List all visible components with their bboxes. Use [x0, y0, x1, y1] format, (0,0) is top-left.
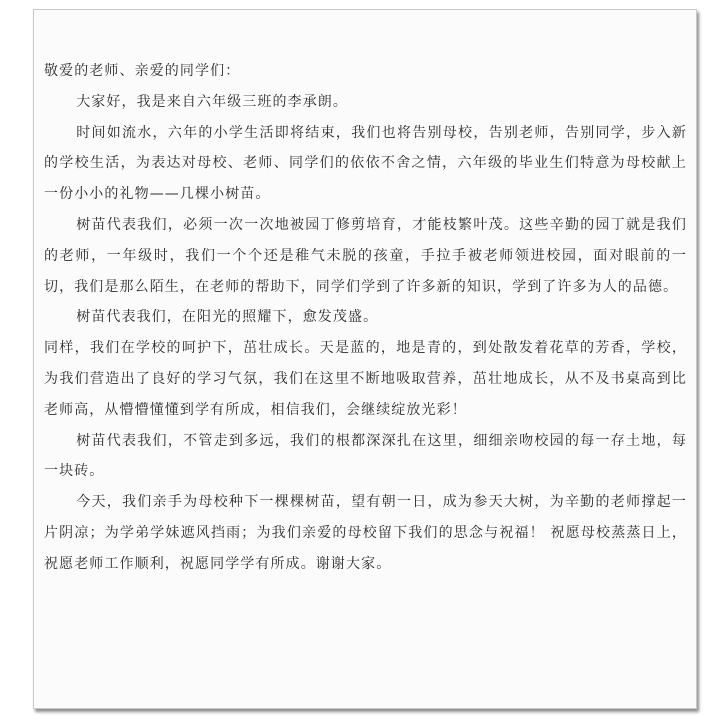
paragraph-closing: 今天，我们亲手为母校种下一棵棵树苗，望有朝一日，成为参天大树，为辛勤的老师撑起一片阴凉；为学弟学妹遮风挡雨；为我们亲爱的母校留下我们的思念与祝福！ 祝愿母校蒸蒸日上，祝愿老师工作顺利，祝愿同学学有所成。谢谢大家。: [44, 494, 687, 572]
paragraph-gardeners: 树苗代表我们，必须一次一次地被园丁修剪培育，才能枝繁叶茂。这些辛勤的园丁就是我们的老师，一年级时，我们一个个还是稚气未脱的孩童，手拉手被老师领进校园，面对眼前的一切，我们是那么陌生，在老师的帮助下，同学们学到了许多新的知识，学到了许多为人的品德。: [44, 216, 687, 295]
paragraph-growing: 同样，我们在学校的呵护下，茁壮成长。天是蓝的，地是青的，到处散发着花草的芳香，学校，为我们营造出了良好的学习气氛，我们在这里不断地吸取营养，茁壮地成长，从不及书桌高到比老师高，从懵懵懂懂到学有所成，相信我们，会继续绽放光彩！: [44, 340, 687, 418]
paragraph-time-flows: 时间如流水，六年的小学生活即将结束，我们也将告别母校，告别老师，告别同学，步入新的学校生活，为表达对母校、老师、同学们的依依不舍之情，六年级的毕业生们特意为母校献上一份小小的礼物——几棵小树苗。: [44, 124, 687, 203]
paragraph-sunshine: 树苗代表我们，在阳光的照耀下，愈发茂盛。: [76, 309, 379, 326]
letter-body: [44, 56, 687, 580]
paragraph-greeting: 大家好，我是来自六年级三班的李承朗。: [76, 93, 348, 110]
paragraph-roots: 树苗代表我们，不管走到多远，我们的根都深深扎在这里，细细亲吻校园的每一存土地，每一块砖。: [44, 432, 687, 480]
salutation: 敬爱的老师、亲爱的同学们：: [44, 63, 241, 79]
document-page: [33, 9, 697, 709]
